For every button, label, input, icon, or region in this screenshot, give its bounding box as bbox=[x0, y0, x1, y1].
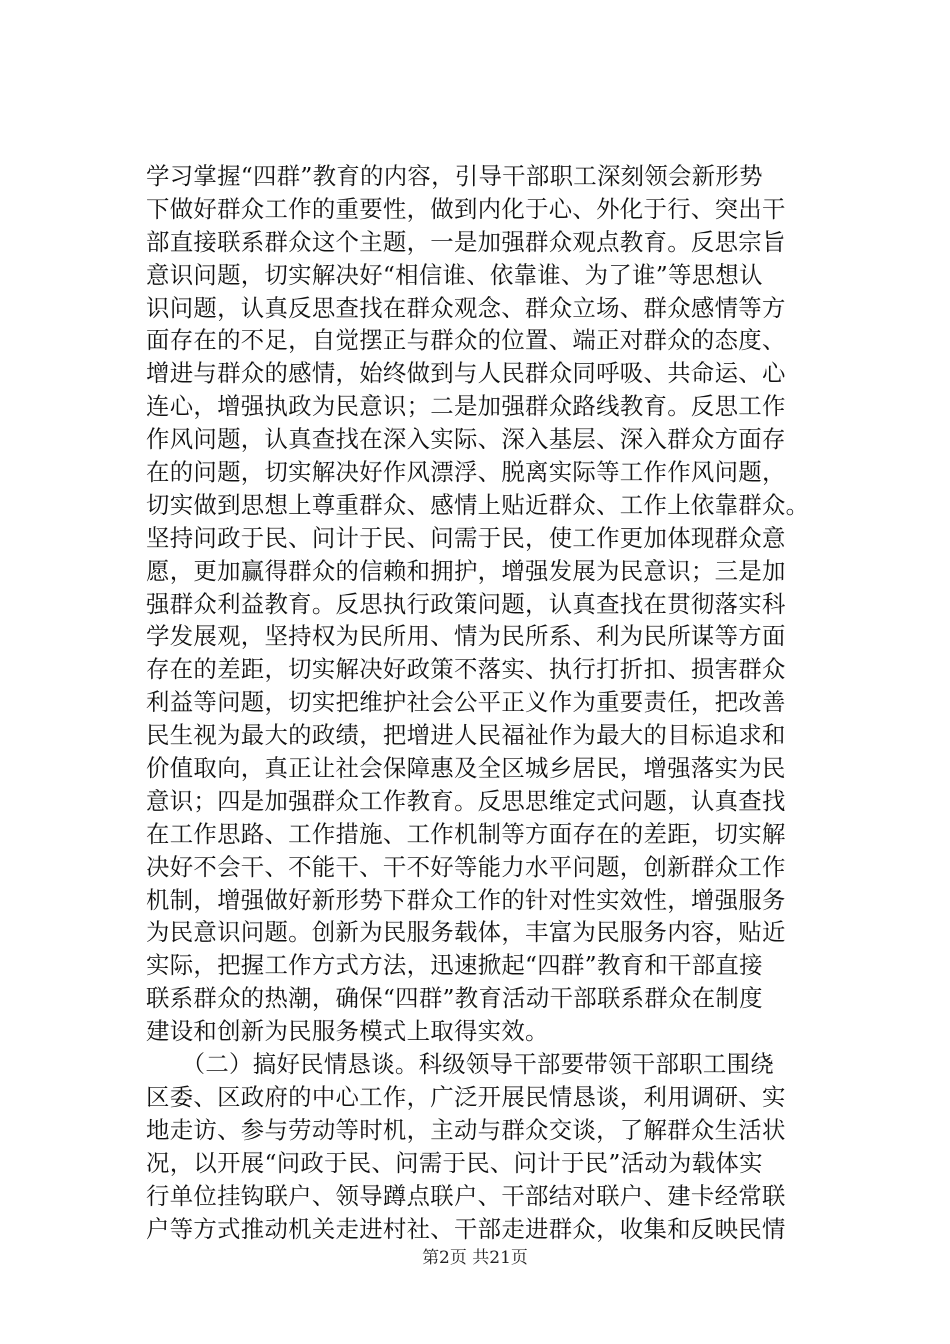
text-line: 下做好群众工作的重要性，做到内化于心、外化于行、突出干 bbox=[146, 194, 786, 223]
page-footer: 第2页 共21页 bbox=[422, 1248, 528, 1268]
text-line: 切实做到思想上尊重群众、感情上贴近群众、工作上依靠群众。 bbox=[146, 490, 810, 519]
text-line: 识问题，认真反思查找在群众观念、群众立场、群众感情等方 bbox=[146, 293, 786, 322]
text-line: 坚持问政于民、问计于民、问需于民，使工作更加体现群众意 bbox=[146, 523, 786, 552]
text-line: 意识问题，切实解决好“相信谁、依靠谁、为了谁”等思想认 bbox=[146, 260, 763, 289]
text-line: 连心，增强执政为民意识；二是加强群众路线教育。反思工作 bbox=[146, 392, 786, 421]
text-line: 实际，把握工作方式方法，迅速掀起“四群”教育和干部直接 bbox=[146, 951, 763, 980]
text-line: 愿，更加赢得群众的信赖和拥护，增强发展为民意识；三是加 bbox=[146, 556, 786, 585]
text-line: 面存在的不足，自觉摆正与群众的位置、端正对群众的态度、 bbox=[146, 326, 786, 355]
text-line: 为民意识问题。创新为民服务载体，丰富为民服务内容，贴近 bbox=[146, 918, 786, 947]
text-line: 在工作思路、工作措施、工作机制等方面存在的差距，切实解 bbox=[146, 819, 786, 848]
text-line: 存在的差距，切实解决好政策不落实、执行打折扣、损害群众 bbox=[146, 655, 786, 684]
text-line: 强群众利益教育。反思执行政策问题，认真查找在贯彻落实科 bbox=[146, 589, 786, 618]
text-line: 在的问题，切实解决好作风漂浮、脱离实际等工作作风问题， bbox=[146, 458, 786, 487]
text-line: 决好不会干、不能干、干不好等能力水平问题，创新群众工作 bbox=[146, 852, 786, 881]
text-line: 利益等问题，切实把维护社会公平正义作为重要责任，把改善 bbox=[146, 688, 786, 717]
text-line: 户等方式推动机关走进村社、干部走进群众，收集和反映民情 bbox=[146, 1214, 786, 1243]
text-line: 部直接联系群众这个主题，一是加强群众观点教育。反思宗旨 bbox=[146, 227, 786, 256]
text-line: 建设和创新为民服务模式上取得实效。 bbox=[146, 1017, 549, 1046]
text-line: （二）搞好民情恳谈。科级领导干部要带领干部职工围绕 bbox=[146, 1050, 774, 1079]
text-line: 机制，增强做好新形势下群众工作的针对性实效性，增强服务 bbox=[146, 885, 786, 914]
body-text bbox=[146, 160, 846, 1245]
text-line: 作风问题，认真查找在深入实际、深入基层、深入群众方面存 bbox=[146, 425, 786, 454]
text-line: 联系群众的热潮，确保“四群”教育活动干部联系群众在制度 bbox=[146, 984, 763, 1013]
text-line: 行单位挂钩联户、领导蹲点联户、干部结对联户、建卡经常联 bbox=[146, 1181, 786, 1210]
text-line: 增进与群众的感情，始终做到与人民群众同呼吸、共命运、心 bbox=[146, 359, 786, 388]
text-line: 学发展观，坚持权为民所用、情为民所系、利为民所谋等方面 bbox=[146, 622, 786, 651]
text-line: 价值取向，真正让社会保障惠及全区城乡居民，增强落实为民 bbox=[146, 754, 786, 783]
text-line: 况，以开展“问政于民、问需于民、问计于民”活动为载体实 bbox=[146, 1148, 763, 1177]
text-line: 民生视为最大的政绩，把增进人民福祉作为最大的目标追求和 bbox=[146, 721, 786, 750]
text-line: 地走访、参与劳动等时机，主动与群众交谈，了解群众生活状 bbox=[146, 1115, 786, 1144]
text-line: 意识；四是加强群众工作教育。反思思维定式问题，认真查找 bbox=[146, 786, 786, 815]
text-line: 区委、区政府的中心工作，广泛开展民情恳谈，利用调研、实 bbox=[146, 1082, 786, 1111]
text-line: 学习掌握“四群”教育的内容，引导干部职工深刻领会新形势 bbox=[146, 162, 763, 190]
